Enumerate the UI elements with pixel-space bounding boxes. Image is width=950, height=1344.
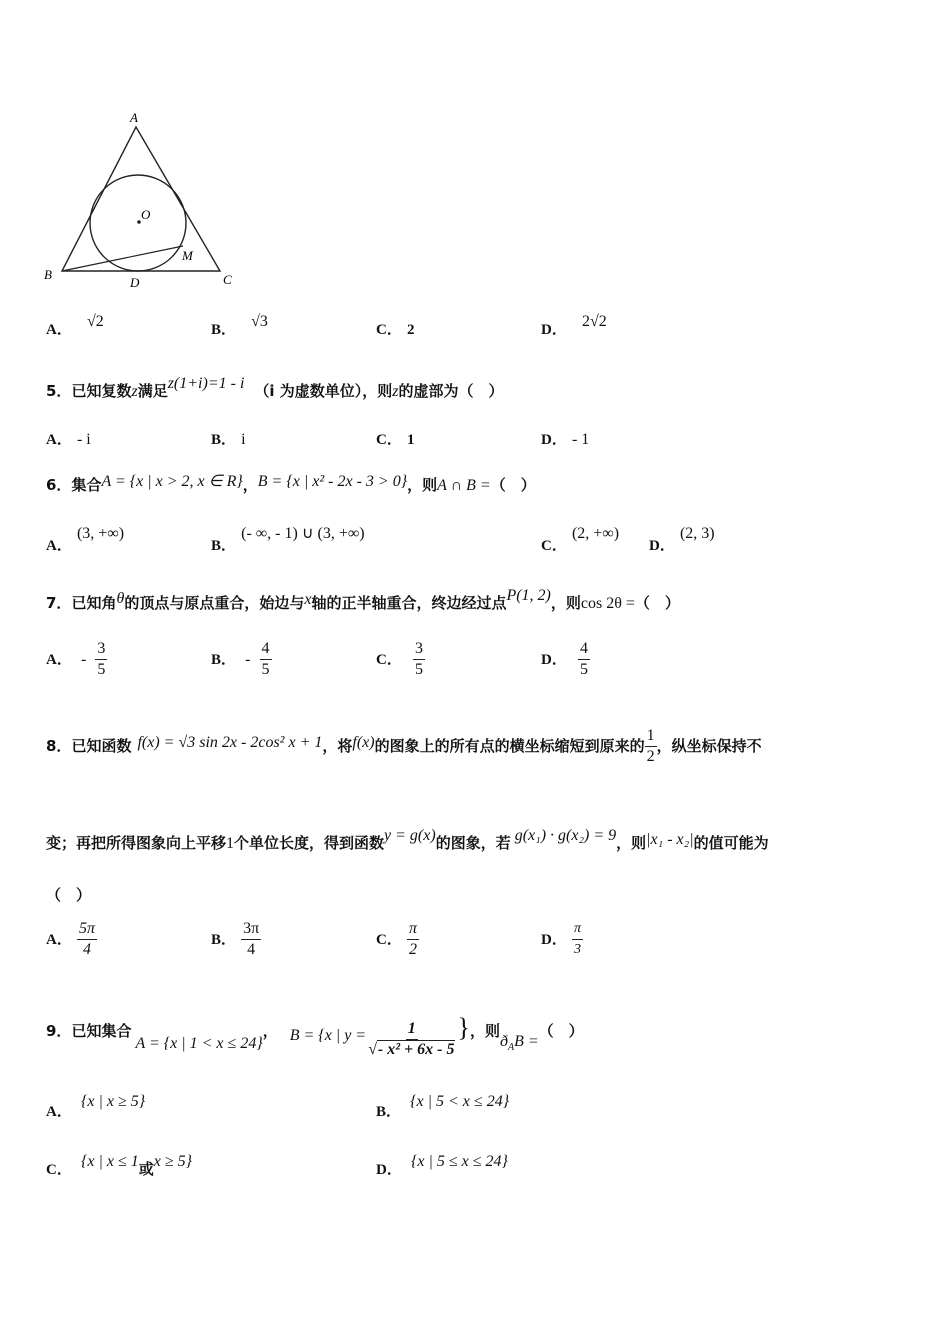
option-value: {x | 5 < x ≤ 24} xyxy=(410,1093,510,1110)
q6-option-c[interactable] xyxy=(541,525,620,555)
option-label: C． xyxy=(376,322,402,338)
option-value: - 1 xyxy=(571,431,590,448)
stem-text: ，则 xyxy=(550,594,581,612)
option-label: A． xyxy=(46,538,72,554)
fraction-numerator: 1 xyxy=(406,1020,418,1040)
vertex-label-c: C xyxy=(223,272,232,287)
set-b-prefix: B = {x | y = xyxy=(289,1027,367,1044)
center-label-o: O xyxy=(141,207,151,222)
fraction-numerator: 4 xyxy=(260,640,272,660)
fraction-denominator: 2 xyxy=(408,941,417,958)
option-label: C． xyxy=(541,538,567,554)
q6-option-d[interactable] xyxy=(649,525,715,555)
q7-option-b[interactable] xyxy=(211,640,272,679)
question-9-stem xyxy=(46,1012,584,1058)
segment-bm xyxy=(62,246,183,271)
point-label-m: M xyxy=(182,248,193,263)
stem-text: ，纵坐标保持不 xyxy=(656,737,762,755)
option-label: D． xyxy=(541,932,567,948)
option-label: B． xyxy=(211,932,237,948)
stem-text: 已知集合 xyxy=(71,1022,132,1040)
option-label: D． xyxy=(541,652,567,668)
stem-text: 的虚部为（ ） xyxy=(398,382,504,400)
option-value-tail: x ≥ 5} xyxy=(153,1153,193,1170)
question-number: 5． xyxy=(46,382,72,400)
stem-text: ，则 xyxy=(469,1022,500,1040)
q9-option-d[interactable] xyxy=(376,1153,508,1179)
fraction-denominator: 4 xyxy=(247,941,256,958)
fraction-numerator: 3π xyxy=(241,920,261,940)
option-value: 2√2 xyxy=(581,313,607,330)
var-z: z xyxy=(392,383,399,400)
stem-text: （ ） xyxy=(634,594,680,612)
option-value: (- ∞, - 1) ∪ (3, +∞) xyxy=(241,525,365,542)
fraction-numerator: π xyxy=(572,920,583,940)
q5-option-c[interactable] xyxy=(376,428,414,449)
option-label: C． xyxy=(376,932,402,948)
var-x: x xyxy=(304,591,312,608)
vertex-label-a: A xyxy=(130,110,138,125)
q7-option-a[interactable] xyxy=(46,640,107,679)
complement-symbol: ð xyxy=(499,1033,508,1050)
stem-text: 的图象上的所有点的横坐标缩短到原来的 xyxy=(374,737,645,755)
option-fraction xyxy=(572,920,583,959)
complement-subscript: A xyxy=(507,1042,515,1054)
option-connector: 或 xyxy=(138,1160,154,1178)
cos-expr: cos 2θ = xyxy=(580,595,635,612)
fraction-numerator: 3 xyxy=(413,640,425,660)
radicand: - x² + 6x - 5 xyxy=(377,1041,455,1058)
stem-text: 轴的正半轴重合，终边经过点 xyxy=(311,594,507,612)
complement-expr xyxy=(499,1033,539,1054)
question-number: 9． xyxy=(46,1022,72,1040)
option-label: A． xyxy=(46,1104,72,1120)
function-f: f(x) = √3 sin 2x - 2cos² x + 1 xyxy=(137,734,323,751)
option-label: B． xyxy=(211,432,237,448)
fraction-denominator: √- x² + 6x - 5 xyxy=(368,1041,455,1058)
stem-text: （ ） xyxy=(46,886,92,904)
option-fraction xyxy=(578,640,590,679)
stem-text: 满足 xyxy=(137,382,168,400)
stem-text: （ ） xyxy=(490,476,536,494)
var-z: z xyxy=(131,383,138,400)
complement-tail: B = xyxy=(514,1033,539,1050)
q8-option-d[interactable] xyxy=(541,920,583,959)
triangle-incircle-figure xyxy=(40,105,250,295)
option-fraction xyxy=(413,640,425,679)
q5-option-b[interactable] xyxy=(211,428,246,449)
question-8-answer-paren xyxy=(46,884,91,905)
stem-text: 已知函数 xyxy=(71,737,132,755)
q5-option-a[interactable] xyxy=(46,428,91,449)
vertex-label-b: B xyxy=(44,267,52,282)
q4-option-b[interactable] xyxy=(211,313,268,339)
option-fraction xyxy=(241,920,261,959)
option-value: {x | 5 ≤ x ≤ 24} xyxy=(410,1153,508,1170)
option-fraction xyxy=(407,920,419,959)
stem-text: 集合 xyxy=(71,476,102,494)
stem-text: 的图象，若 xyxy=(435,834,511,852)
q6-option-a[interactable] xyxy=(46,525,125,555)
set-b-close: } xyxy=(457,1013,470,1042)
question-8-stem-line1 xyxy=(46,727,762,766)
option-label: D． xyxy=(541,432,567,448)
condition-g: g(x₁) · g(x₂) = 9 xyxy=(514,827,617,844)
triangle-abc xyxy=(62,127,220,271)
stem-text: （ ） xyxy=(538,1022,584,1040)
option-value: √2 xyxy=(86,313,104,330)
var-theta: θ xyxy=(116,590,125,607)
q8-option-c[interactable] xyxy=(376,920,419,959)
one-half-fraction xyxy=(645,727,657,766)
fraction-numerator: 1 xyxy=(645,727,657,747)
stem-text: ， xyxy=(242,476,258,494)
option-fraction xyxy=(95,640,107,679)
question-number: 8． xyxy=(46,737,72,755)
option-fraction xyxy=(77,920,97,959)
stem-text: 已知复数 xyxy=(71,382,132,400)
stem-text: 已知角 xyxy=(71,594,117,612)
fraction-numerator: 3 xyxy=(95,640,107,660)
fraction-denominator: 5 xyxy=(414,661,423,678)
equation: z(1+i)=1 - i xyxy=(167,375,245,392)
stem-text: ，则 xyxy=(407,476,438,494)
point-label-d: D xyxy=(130,275,140,290)
fraction-denominator: 3 xyxy=(573,942,581,957)
question-6-stem xyxy=(46,474,536,495)
function-g: y = g(x) xyxy=(384,827,436,844)
option-value: 2 xyxy=(406,322,415,338)
question-number: 7． xyxy=(46,594,72,612)
option-label: D． xyxy=(541,322,567,338)
q9-option-c[interactable] xyxy=(46,1153,193,1179)
option-label: A． xyxy=(46,652,72,668)
option-value: i xyxy=(241,431,246,448)
point-p: P(1, 2) xyxy=(506,587,551,604)
stem-text: ，将 xyxy=(322,737,353,755)
set-a: A = {x | x > 2, x ∈ R} xyxy=(101,473,243,490)
q4-option-c[interactable] xyxy=(376,318,414,339)
q9-option-b[interactable] xyxy=(376,1093,510,1121)
shift-amount: 1 xyxy=(226,835,235,852)
q4-option-d[interactable] xyxy=(541,313,607,339)
intersection-expr: A ∩ B = xyxy=(437,477,491,494)
option-label: A． xyxy=(46,432,72,448)
fraction-denominator: 4 xyxy=(82,941,91,958)
question-number: 6． xyxy=(46,476,72,494)
q4-option-a[interactable] xyxy=(46,313,104,339)
option-label: B． xyxy=(211,538,237,554)
option-label: B． xyxy=(211,652,237,668)
function-fx: f(x) xyxy=(352,734,375,751)
stem-text: ， xyxy=(262,1022,278,1040)
stem-text: 的顶点与原点重合，始边与 xyxy=(124,594,305,612)
fraction-numerator: 5π xyxy=(77,920,97,940)
abs-diff: |x₁ - x₂| xyxy=(646,831,694,848)
stem-text: ，则 xyxy=(616,834,647,852)
set-b-fraction xyxy=(366,1020,457,1059)
option-label: D． xyxy=(649,538,675,554)
option-value: {x | x ≤ 1 xyxy=(80,1153,139,1170)
option-value: 1 xyxy=(406,432,415,448)
option-label: A． xyxy=(46,932,72,948)
option-label: C． xyxy=(376,652,402,668)
q7-option-c[interactable] xyxy=(376,640,425,679)
option-label: B． xyxy=(211,322,237,338)
option-label: C． xyxy=(376,432,402,448)
q6-option-b[interactable] xyxy=(211,525,365,555)
q5-option-d[interactable] xyxy=(541,428,589,449)
option-sign: - xyxy=(80,651,87,668)
option-value: (3, +∞) xyxy=(76,525,125,542)
set-a: A = {x | 1 < x ≤ 24} xyxy=(135,1035,263,1052)
fraction-denominator: 5 xyxy=(579,661,588,678)
q7-option-d[interactable] xyxy=(541,640,590,679)
option-sign: - xyxy=(245,651,251,668)
option-value: - i xyxy=(76,431,91,448)
stem-text: 变；再把所得图象向上平移 xyxy=(46,834,227,852)
q8-option-a[interactable] xyxy=(46,920,97,959)
q9-option-a[interactable] xyxy=(46,1093,146,1121)
option-label: C． xyxy=(46,1162,72,1178)
option-fraction xyxy=(260,640,272,679)
option-value: (2, +∞) xyxy=(571,525,620,542)
question-5-stem xyxy=(46,375,504,401)
fraction-numerator: 4 xyxy=(578,640,590,660)
option-value: √3 xyxy=(251,313,268,330)
option-label: A． xyxy=(46,322,72,338)
stem-text: 的值可能为 xyxy=(693,834,769,852)
set-b: B = {x | x² - 2x - 3 > 0} xyxy=(257,473,408,490)
stem-text: （i 为虚数单位），则 xyxy=(254,382,393,400)
q8-option-b[interactable] xyxy=(211,920,261,959)
option-value: (2, 3) xyxy=(679,525,715,542)
stem-text: 个单位长度，得到函数 xyxy=(234,834,385,852)
fraction-denominator: 5 xyxy=(97,661,106,678)
question-7-stem xyxy=(46,587,680,613)
fraction-denominator: 5 xyxy=(261,661,270,678)
fraction-denominator: 2 xyxy=(646,748,655,765)
option-value: {x | x ≥ 5} xyxy=(80,1093,146,1110)
option-label: D． xyxy=(376,1162,402,1178)
question-8-stem-line2 xyxy=(46,827,769,853)
option-label: B． xyxy=(376,1104,402,1120)
fraction-numerator: π xyxy=(407,920,419,940)
